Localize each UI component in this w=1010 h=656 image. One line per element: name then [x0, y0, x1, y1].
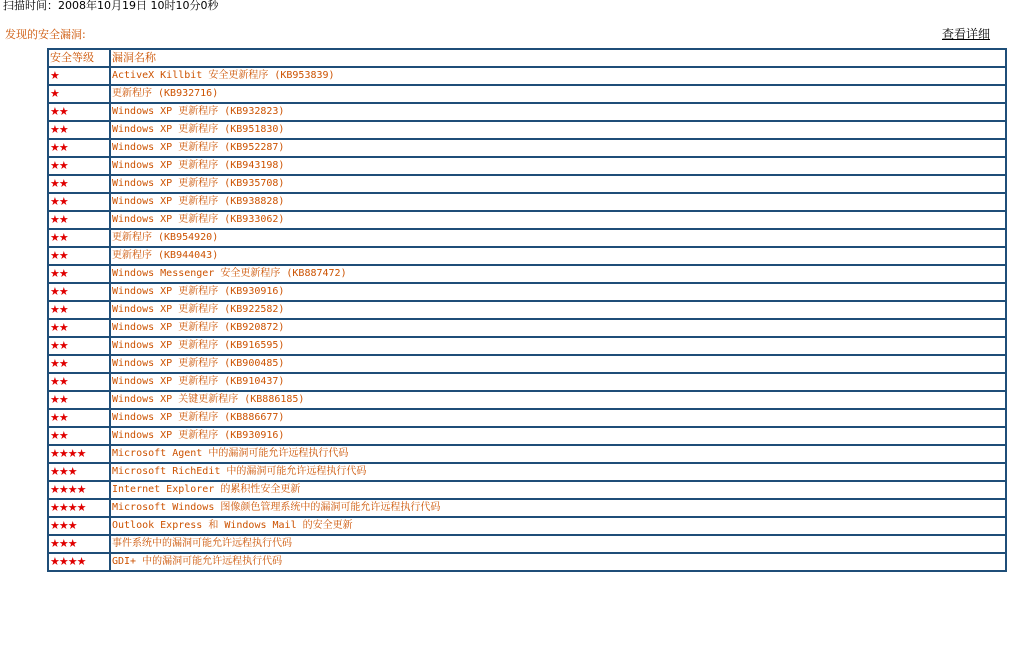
red-star-icon: ★: [58, 321, 68, 334]
severity-stars: [48, 481, 110, 499]
red-star-icon: ★: [58, 195, 68, 208]
red-star-icon: ★: [58, 177, 68, 190]
severity-stars: [48, 175, 110, 193]
table-row: [48, 193, 1006, 211]
vulnerability-name-link[interactable]: Windows XP 更新程序 (KB930916): [110, 283, 1006, 301]
vulnerability-name-link[interactable]: Microsoft Windows 图像颜色管理系统中的漏洞可能允许远程执行代码: [110, 499, 1006, 517]
table-row: [48, 553, 1006, 571]
table-row: [48, 445, 1006, 463]
red-star-icon: ★: [50, 285, 59, 298]
table-row: [48, 535, 1006, 553]
vulnerability-table-body: [48, 67, 1006, 571]
red-star-icon: ★: [50, 105, 59, 118]
red-star-icon: ★: [50, 375, 59, 388]
red-star-icon: ★: [50, 519, 59, 532]
severity-stars: [48, 283, 110, 301]
vulnerability-name-link[interactable]: Internet Explorer 的累积性安全更新: [110, 481, 1006, 499]
vulnerability-name-link[interactable]: Windows XP 更新程序 (KB920872): [110, 319, 1006, 337]
severity-stars: [48, 103, 110, 121]
red-star-icon: ★: [50, 303, 59, 316]
table-row: [48, 157, 1006, 175]
red-star-icon: ★: [58, 141, 68, 154]
red-star-icon: ★: [76, 483, 86, 496]
red-star-icon: ★: [67, 465, 77, 478]
red-star-icon: ★: [58, 105, 68, 118]
vulnerability-name-link[interactable]: Windows XP 更新程序 (KB935708): [110, 175, 1006, 193]
red-star-icon: ★: [58, 555, 68, 568]
red-star-icon: ★: [76, 555, 86, 568]
red-star-icon: ★: [50, 537, 59, 550]
red-star-icon: ★: [50, 249, 59, 262]
red-star-icon: ★: [50, 483, 59, 496]
vulnerability-name-link[interactable]: Outlook Express 和 Windows Mail 的安全更新: [110, 517, 1006, 535]
table-row: [48, 211, 1006, 229]
red-star-icon: ★: [58, 465, 68, 478]
table-row: [48, 67, 1006, 85]
vulnerability-name-link[interactable]: Microsoft Agent 中的漏洞可能允许远程执行代码: [110, 445, 1006, 463]
vulnerability-name-link[interactable]: Windows XP 更新程序 (KB910437): [110, 373, 1006, 391]
red-star-icon: ★: [50, 411, 59, 424]
red-star-icon: ★: [67, 555, 77, 568]
red-star-icon: ★: [50, 159, 59, 172]
severity-stars: [48, 193, 110, 211]
vulnerability-table: [47, 48, 1007, 572]
red-star-icon: ★: [67, 537, 77, 550]
severity-stars: [48, 553, 110, 571]
table-row: [48, 499, 1006, 517]
severity-stars: [48, 517, 110, 535]
red-star-icon: ★: [58, 447, 68, 460]
table-row: [48, 301, 1006, 319]
red-star-icon: ★: [58, 537, 68, 550]
vulnerability-name-link[interactable]: Windows XP 更新程序 (KB900485): [110, 355, 1006, 373]
view-details-link[interactable]: 查看详细: [942, 27, 991, 41]
severity-stars: [48, 373, 110, 391]
red-star-icon: ★: [58, 213, 68, 226]
vulnerability-name-link[interactable]: GDI+ 中的漏洞可能允许远程执行代码: [110, 553, 1006, 571]
red-star-icon: ★: [58, 231, 68, 244]
red-star-icon: ★: [50, 321, 59, 334]
red-star-icon: ★: [67, 519, 77, 532]
red-star-icon: ★: [50, 87, 59, 100]
vulnerability-name-link[interactable]: Windows XP 更新程序 (KB916595): [110, 337, 1006, 355]
vulnerability-name-link[interactable]: 事件系统中的漏洞可能允许远程执行代码: [110, 535, 1006, 553]
table-row: [48, 481, 1006, 499]
severity-stars: [48, 247, 110, 265]
vulnerability-name-link[interactable]: Windows XP 更新程序 (KB952287): [110, 139, 1006, 157]
red-star-icon: ★: [58, 123, 68, 136]
table-row: [48, 463, 1006, 481]
severity-stars: [48, 535, 110, 553]
red-star-icon: ★: [50, 393, 59, 406]
severity-stars: [48, 301, 110, 319]
vulnerability-name-link[interactable]: Windows XP 更新程序 (KB938828): [110, 193, 1006, 211]
table-row: [48, 283, 1006, 301]
red-star-icon: ★: [58, 483, 68, 496]
severity-stars: [48, 463, 110, 481]
severity-stars: [48, 121, 110, 139]
table-header-row: [48, 49, 1006, 67]
vulnerability-name-link[interactable]: Windows XP 关键更新程序 (KB886185): [110, 391, 1006, 409]
vulnerability-name-link[interactable]: Windows XP 更新程序 (KB933062): [110, 211, 1006, 229]
severity-stars: [48, 391, 110, 409]
red-star-icon: ★: [50, 213, 59, 226]
severity-stars: [48, 229, 110, 247]
severity-stars: [48, 319, 110, 337]
red-star-icon: ★: [50, 69, 59, 82]
red-star-icon: ★: [50, 231, 59, 244]
table-row: [48, 517, 1006, 535]
table-row: [48, 85, 1006, 103]
table-row: [48, 319, 1006, 337]
red-star-icon: ★: [50, 501, 59, 514]
header-vuln-name: 漏洞名称: [110, 49, 1006, 67]
severity-stars: [48, 409, 110, 427]
table-row: [48, 121, 1006, 139]
red-star-icon: ★: [58, 285, 68, 298]
severity-stars: [48, 337, 110, 355]
red-star-icon: ★: [50, 447, 59, 460]
table-row: [48, 391, 1006, 409]
severity-stars: [48, 139, 110, 157]
table-row: [48, 175, 1006, 193]
table-row: [48, 229, 1006, 247]
table-row: [48, 373, 1006, 391]
vulnerability-name-link[interactable]: 更新程序 (KB944043): [110, 247, 1006, 265]
red-star-icon: ★: [50, 555, 59, 568]
red-star-icon: ★: [58, 501, 68, 514]
vulnerability-name-link[interactable]: Windows Messenger 安全更新程序 (KB887472): [110, 265, 1006, 283]
scan-time: 扫描时间：2008年10月19日 10时10分0秒: [3, 0, 219, 12]
red-star-icon: ★: [58, 339, 68, 352]
red-star-icon: ★: [50, 141, 59, 154]
red-star-icon: ★: [50, 465, 59, 478]
red-star-icon: ★: [58, 159, 68, 172]
red-star-icon: ★: [58, 267, 68, 280]
red-star-icon: ★: [58, 303, 68, 316]
vulnerability-name-link[interactable]: Windows XP 更新程序 (KB930916): [110, 427, 1006, 445]
table-row: [48, 355, 1006, 373]
red-star-icon: ★: [76, 447, 86, 460]
red-star-icon: ★: [58, 375, 68, 388]
red-star-icon: ★: [58, 411, 68, 424]
vulnerability-name-link[interactable]: Windows XP 更新程序 (KB922582): [110, 301, 1006, 319]
table-row: [48, 265, 1006, 283]
red-star-icon: ★: [50, 357, 59, 370]
red-star-icon: ★: [76, 501, 86, 514]
table-row: [48, 103, 1006, 121]
table-row: [48, 139, 1006, 157]
vulnerability-name-link[interactable]: Windows XP 更新程序 (KB886677): [110, 409, 1006, 427]
red-star-icon: ★: [50, 123, 59, 136]
table-row: [48, 337, 1006, 355]
table-row: [48, 427, 1006, 445]
red-star-icon: ★: [50, 177, 59, 190]
vulnerability-name-link[interactable]: 更新程序 (KB954920): [110, 229, 1006, 247]
vulnerability-name-link[interactable]: Microsoft RichEdit 中的漏洞可能允许远程执行代码: [110, 463, 1006, 481]
section-title: 发现的安全漏洞:: [5, 28, 86, 41]
table-row: [48, 409, 1006, 427]
vulnerability-name-link[interactable]: ActiveX Killbit 安全更新程序 (KB953839): [110, 67, 1006, 85]
severity-stars: [48, 67, 110, 85]
red-star-icon: ★: [50, 195, 59, 208]
red-star-icon: ★: [50, 267, 59, 280]
severity-stars: [48, 427, 110, 445]
red-star-icon: ★: [67, 501, 77, 514]
red-star-icon: ★: [67, 483, 77, 496]
red-star-icon: ★: [58, 393, 68, 406]
vulnerability-name-link[interactable]: Windows XP 更新程序 (KB943198): [110, 157, 1006, 175]
red-star-icon: ★: [50, 429, 59, 442]
severity-stars: [48, 265, 110, 283]
severity-stars: [48, 499, 110, 517]
table-row: [48, 247, 1006, 265]
red-star-icon: ★: [58, 429, 68, 442]
severity-stars: [48, 445, 110, 463]
severity-stars: [48, 85, 110, 103]
red-star-icon: ★: [58, 357, 68, 370]
vulnerability-name-link[interactable]: Windows XP 更新程序 (KB951830): [110, 121, 1006, 139]
red-star-icon: ★: [58, 249, 68, 262]
severity-stars: [48, 211, 110, 229]
vulnerability-name-link[interactable]: Windows XP 更新程序 (KB932823): [110, 103, 1006, 121]
red-star-icon: ★: [50, 339, 59, 352]
severity-stars: [48, 157, 110, 175]
severity-stars: [48, 355, 110, 373]
vulnerability-name-link[interactable]: 更新程序 (KB932716): [110, 85, 1006, 103]
header-severity: 安全等级: [48, 49, 110, 67]
red-star-icon: ★: [67, 447, 77, 460]
red-star-icon: ★: [58, 519, 68, 532]
